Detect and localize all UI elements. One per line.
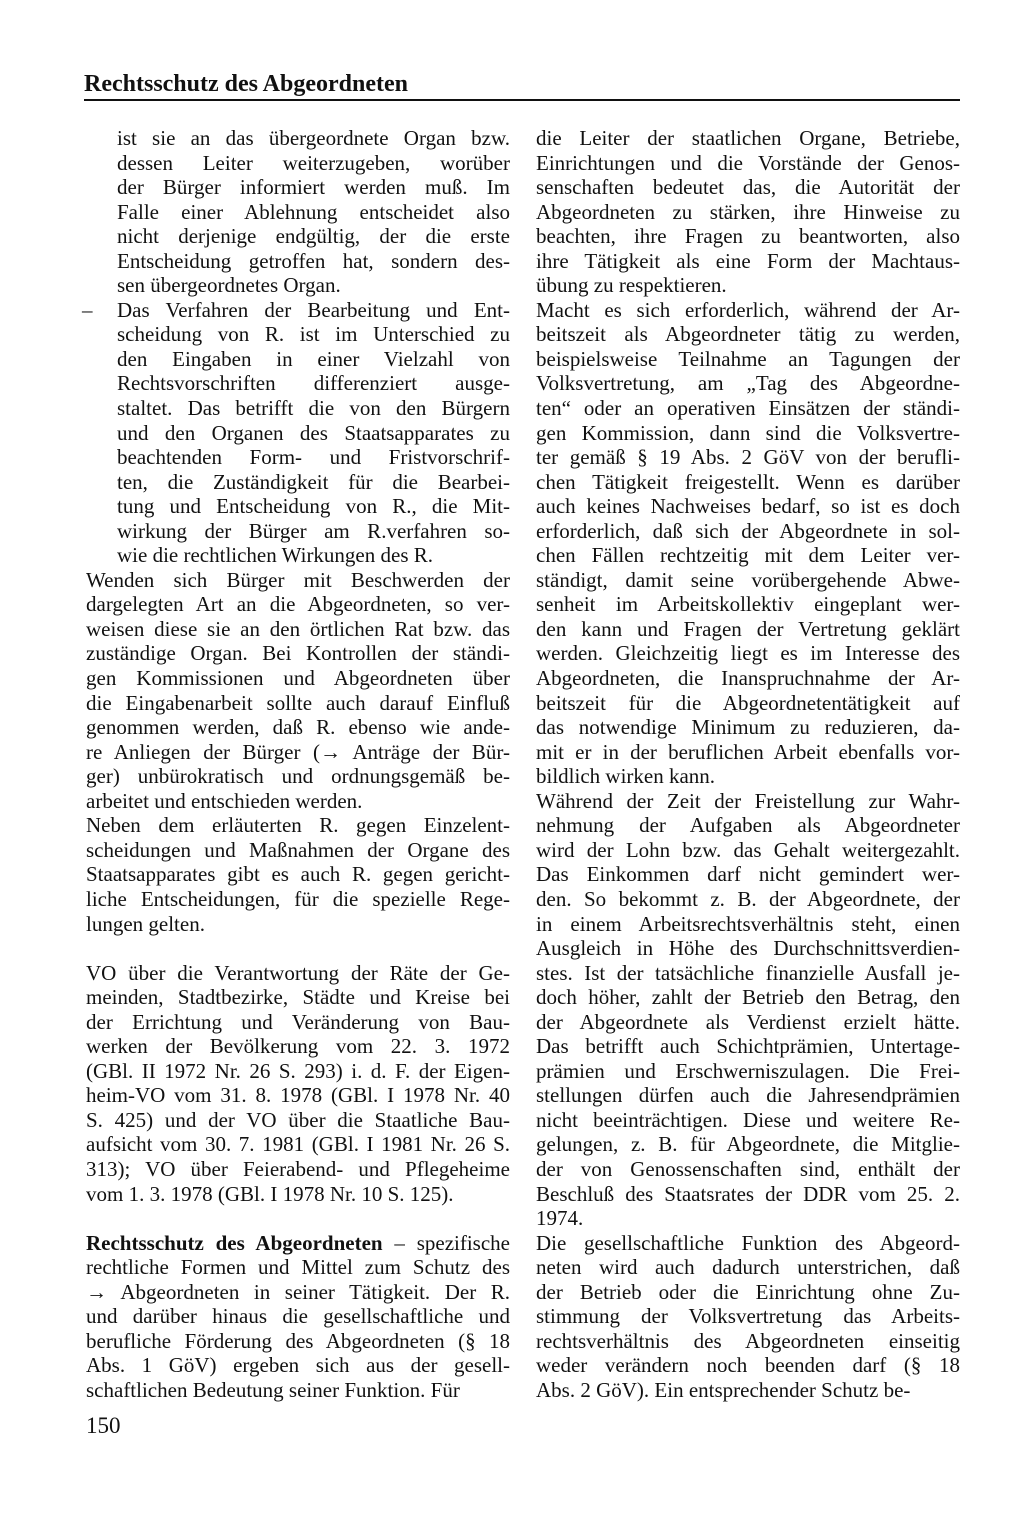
- text-line: Rechtsvorschriften differenziert ausge-: [117, 371, 510, 396]
- text-line: Ausgleich in Höhe des Durchschnittsverdien-: [536, 936, 960, 961]
- text-line: prämien und Erschwerniszulagen. Die Frei-: [536, 1058, 960, 1083]
- text-line: Staatsapparates gibt es auch R. gegen gericht-: [86, 862, 510, 887]
- text-line: [82, 297, 510, 323]
- text-line: den. So bekommt z. B. der Abgeordnete, der: [536, 886, 960, 911]
- text-line: senheit im Arbeitskollektiv eingeplant wer-: [536, 592, 960, 617]
- text-line: ten“ oder an operativen Einsätzen der ständi-: [536, 396, 960, 421]
- text-line: beitszeit als Abgeordneter tätig zu werden,: [536, 322, 960, 347]
- text-line: Neben dem erläuterten R. gegen Einzelent-: [86, 813, 510, 838]
- text-line: mit er in der beruflichen Arbeit ebenfalls vor-: [536, 739, 960, 764]
- text-line: 313); VO über Feierabend- und Pflegeheime: [86, 1156, 510, 1181]
- text-line: Während der Zeit der Freistellung zur Wahr-: [536, 788, 960, 813]
- text-line: der Betrieb oder die Einrichtung ohne Zu-: [536, 1279, 960, 1304]
- text-line: die Leiter der staatlichen Organe, Betriebe,: [536, 126, 960, 150]
- text-line: S. 425) und der VO über die Staatliche Bau-: [86, 1107, 510, 1132]
- text-line: genommen werden, daß R. ebenso wie ande-: [86, 715, 510, 740]
- text-line: → Abgeordneten in seiner Tätigkeit. Der R.: [86, 1279, 510, 1304]
- text-line: rechtliche Formen und Mittel zum Schutz des: [86, 1255, 510, 1280]
- text-line: übung zu respektieren.: [536, 273, 727, 298]
- text-line: VO über die Verantwortung der Räte der Ge-: [86, 960, 510, 985]
- text-line: (GBl. II 1972 Nr. 26 S. 293) i. d. F. der Eigen-: [86, 1058, 510, 1083]
- text-line: beachtenden Form- und Fristvorschrif-: [117, 445, 510, 470]
- text-line: und den Organen des Staatsapparates zu: [117, 420, 510, 445]
- text-line-content: – spezifische: [394, 1230, 510, 1255]
- text-line: nehmung der Aufgaben als Abgeordneter: [536, 813, 960, 838]
- left-column: [82, 126, 510, 1402]
- text-line: den Eingaben in einer Vielzahl von: [117, 346, 510, 371]
- text-line: der Abgeordnete als Verdienst erzielt hätte.: [536, 1009, 960, 1034]
- text-line: weder verändern noch beenden darf (§ 18: [536, 1353, 960, 1378]
- text-line: der Errichtung und Veränderung von Bau-: [86, 1009, 510, 1034]
- text-line: neten wird auch dadurch unterstrichen, daß: [536, 1255, 960, 1280]
- text-line: chen Fällen rechtzeitig mit dem Leiter ver-: [536, 543, 960, 568]
- text-line: Abgeordneten zu stärken, ihre Hinweise zu: [536, 199, 960, 224]
- text-line: dessen Leiter weiterzugeben, worüber: [117, 150, 510, 175]
- text-line: in einem Arbeitsrechtsverhältnis steht, einen: [536, 911, 960, 936]
- text-line: re Anliegen der Bürger (→ Anträge der Bür-: [86, 739, 510, 764]
- text-line: die Eingabenarbeit sollte auch darauf Einfluß: [86, 690, 510, 715]
- text-line: wirkung der Bürger am R.verfahren so-: [117, 518, 510, 543]
- text-line: staltet. Das betrifft die von den Bürgern: [117, 396, 510, 421]
- text-line: ter gemäß § 19 Abs. 2 GöV von der berufli-: [536, 445, 960, 470]
- text-line: rechtsverhältnis des Abgeordneten einseitig: [536, 1328, 960, 1353]
- text-line: ten, die Zuständigkeit für die Bearbei-: [117, 469, 510, 494]
- text-line: stimmung der Volksvertretung das Arbeits-: [536, 1304, 960, 1329]
- running-header: Rechtsschutz des Abgeordneten: [84, 71, 408, 97]
- text-line: bildlich wirken kann.: [536, 764, 716, 789]
- text-line: werden. Gleichzeitig liegt es im Interesse des: [536, 641, 960, 666]
- text-line: liche Entscheidungen, für die spezielle Rege-: [86, 886, 510, 911]
- text-line: Wenden sich Bürger mit Beschwerden der: [86, 567, 510, 592]
- text-line: tung und Entscheidung von R., die Mit-: [117, 494, 510, 519]
- text-line: aufsicht vom 30. 7. 1981 (GBl. I 1981 Nr. 26 S.: [86, 1132, 510, 1157]
- text-line: ihre Tätigkeit als eine Form der Machtaus-: [536, 248, 960, 273]
- text-line: wie die rechtlichen Wirkungen des R.: [117, 543, 434, 568]
- text-line: [86, 1231, 510, 1256]
- text-line: Macht es sich erforderlich, während der Ar-: [536, 297, 960, 322]
- text-line: doch höher, zahlt der Betrieb den Betrag, den: [536, 985, 960, 1010]
- text-line: ger) unbürokratisch und ordnungsgemäß be-: [86, 764, 510, 789]
- text-line: Beschluß des Staatsrates der DDR vom 25. 2.: [536, 1181, 960, 1206]
- text-line: vom 1. 3. 1978 (GBl. I 1978 Nr. 10 S. 125).: [86, 1181, 454, 1206]
- list-dash: –: [82, 297, 93, 322]
- text-line: gen Kommissionen und Abgeordneten über: [86, 666, 510, 691]
- text-line: beachten, ihre Fragen zu beantworten, also: [536, 224, 960, 249]
- text-line: beispielsweise Teilnahme an Tagungen der: [536, 346, 960, 371]
- text-line: beitszeit für die Abgeordnetentätigkeit auf: [536, 690, 960, 715]
- text-line: weisen diese sie an den örtlichen Rat bzw. das: [86, 616, 510, 641]
- text-line: werken der Bevölkerung vom 22. 3. 1972: [86, 1034, 510, 1059]
- text-line: Das Einkommen darf nicht gemindert wer-: [536, 862, 960, 887]
- text-line: meinden, Stadtbezirke, Städte und Kreise bei: [86, 985, 510, 1010]
- text-line: das notwendige Minimum zu reduzieren, da-: [536, 715, 960, 740]
- text-line: Abs. 1 GöV) ergeben sich aus der gesell-: [86, 1353, 510, 1378]
- text-line: gelungen, z. B. für Abgeordnete, die Mitglie-: [536, 1132, 960, 1157]
- text-line: und darüber hinaus die gesellschaftliche und: [86, 1304, 510, 1329]
- text-line: heim-VO vom 31. 8. 1978 (GBl. I 1978 Nr. 40: [86, 1083, 510, 1108]
- right-column: [536, 126, 960, 1402]
- text-line: Volksvertretung, am „Tag des Abgeordne-: [536, 371, 960, 396]
- text-line: chen Tätigkeit freigestellt. Wenn es darüber: [536, 469, 960, 494]
- text-line: schaftlichen Bedeutung seiner Funktion. Für: [86, 1377, 460, 1402]
- text-line: scheidungen und Maßnahmen der Organe des: [86, 837, 510, 862]
- text-line: wird der Lohn bzw. das Gehalt weitergezahlt.: [536, 837, 960, 862]
- page-number: 150: [86, 1413, 121, 1438]
- header-rule: [84, 99, 960, 101]
- text-line: auch keines Nachweises bedarf, so ist es doch: [536, 494, 960, 519]
- text-line: der von Genossenschaften sind, enthält der: [536, 1156, 960, 1181]
- text-line-content: Das Verfahren der Bearbeitung und Ent-: [117, 297, 510, 322]
- text-line: Falle einer Ablehnung entscheidet also: [117, 199, 510, 224]
- text-line: berufliche Förderung des Abgeordneten (§ 18: [86, 1328, 510, 1353]
- text-line: nicht derjenige endgültig, der die erste: [117, 224, 510, 249]
- text-line: der Bürger informiert werden muß. Im: [117, 175, 510, 200]
- text-line: dargelegten Art an die Abgeordneten, so ver-: [86, 592, 510, 617]
- text-line: stes. Ist der tatsächliche finanzielle Ausfall je-: [536, 960, 960, 985]
- text-line: stellungen dürfen auch die Jahresendprämien: [536, 1083, 960, 1108]
- text-line: Abgeordneten, die Inanspruchnahme der Ar-: [536, 666, 960, 691]
- text-line: Abs. 2 GöV). Ein entsprechender Schutz be-: [536, 1377, 911, 1402]
- paragraph-gap: [86, 1206, 510, 1231]
- text-line: lungen gelten.: [86, 911, 205, 936]
- text-line: sen übergeordnetes Organ.: [117, 273, 341, 298]
- text-line: Die gesellschaftliche Funktion des Abgeord-: [536, 1230, 960, 1255]
- text-line: ständigt, damit seine vorübergehende Abwe-: [536, 567, 960, 592]
- text-line: den kann und Fragen der Vertretung geklärt: [536, 616, 960, 641]
- text-line: gen Kommission, dann sind die Volksvertre-: [536, 420, 960, 445]
- text-line: 1974.: [536, 1206, 584, 1231]
- text-line: erforderlich, daß sich der Abgeordnete in sol-: [536, 518, 960, 543]
- text-line: ist sie an das übergeordnete Organ bzw.: [117, 126, 510, 150]
- text-line: Entscheidung getroffen hat, sondern des-: [117, 248, 510, 273]
- text-line: senschaften bedeutet das, die Autorität der: [536, 175, 960, 200]
- text-line: zuständige Organ. Bei Kontrollen der ständi-: [86, 641, 510, 666]
- entry-term: Rechtsschutz des Abgeordneten: [86, 1230, 383, 1255]
- paragraph-gap: [86, 936, 510, 961]
- text-line: nicht beeinträchtigen. Diese und weitere Re-: [536, 1107, 960, 1132]
- text-line: Einrichtungen und die Vorstände der Genos-: [536, 150, 960, 175]
- text-line: Das betrifft auch Schichtprämien, Untertage-: [536, 1034, 960, 1059]
- text-line: scheidung von R. ist im Unterschied zu: [117, 322, 510, 347]
- text-line: arbeitet und entschieden werden.: [86, 788, 363, 813]
